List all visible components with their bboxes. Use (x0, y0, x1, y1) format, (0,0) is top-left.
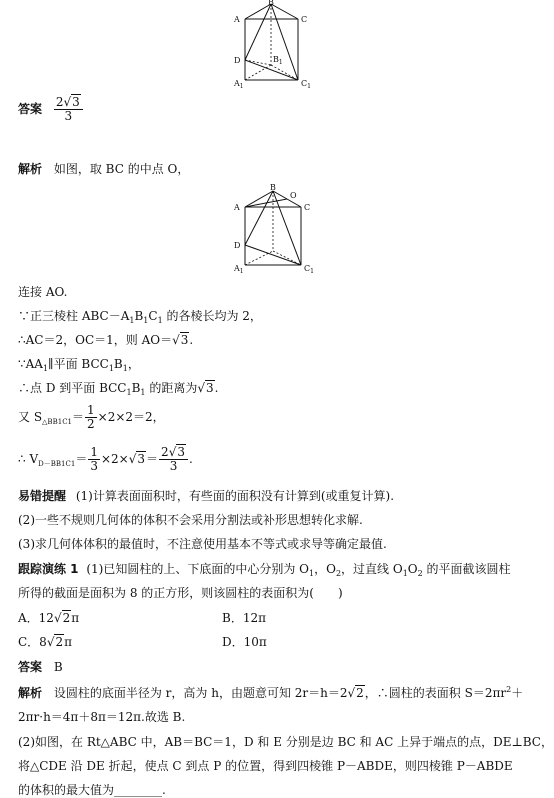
prism-figure-2 (228, 183, 318, 273)
question2-line-1: (2)如图，在 Rt△ABC 中，AB＝BC＝1，D 和 E 分别是边 BC 和 AC 上异于端点的点，DE⊥BC， (18, 735, 553, 749)
analysis-intro: 解析 如图，取 BC 的中点 O， (18, 162, 190, 176)
analysis-line-7: ∴ $V_{D-BB1C1}=$ $\frac{1}{3}$ ×2×√3＝ $\frac{2√3}{3}$ . (18, 445, 193, 473)
analysis-line-2: ∵正三棱柱 $ABC-A_1B_1C_1$ 的各棱长均为 2， (18, 309, 262, 325)
tips-line-2: (2)一些不规则几何体的体积不会采用分割法或补形思想转化求解. (18, 513, 363, 527)
practice-line-1: 跟踪演练 1 (1)已知圆柱的上、下底面的中心分别为 $O_1$，$O_2$，过直线 $O_1O_2$ 的平面截该圆柱 (18, 562, 511, 578)
tips-line-1: 易错提醒 (1)计算表面面积时，有些面的面积没有计算到(或重复计算). (18, 489, 395, 503)
tips-label: 易错提醒 (18, 489, 67, 503)
label-C: C (301, 15, 308, 24)
analysis2-line-1: 解析 设圆柱的底面半径为 r，高为 h，由题意可知 2r＝h＝2√2，∴圆柱的表面积 $S=2\pi r^2+$ (18, 685, 524, 700)
analysis-line-1: 连接 AO. (18, 285, 68, 299)
answer-label: 答案 (18, 102, 43, 116)
option-c: C．8√2π (18, 635, 73, 649)
tips-line-3: (3)求几何体体积的最值时，不注意使用基本不等式或求导等确定最值. (18, 537, 387, 551)
analysis2-line-2: 2πr·h＝4π＋8π＝12π.故选 B. (18, 710, 186, 724)
answer-1 (18, 96, 84, 123)
label2-A: A (234, 203, 240, 212)
answer-fraction: $\frac{2√3}{3}$ (54, 96, 83, 123)
option-a: A．12√2π (18, 611, 80, 625)
label-B1: $B_1$ (273, 55, 283, 66)
question2-line-2: 将△CDE 沿 DE 折起，使点 C 到点 P 的位置，得到四棱锥 P－ABDE，则四棱锥 P－ABDE (18, 759, 513, 773)
analysis-line-6: 又 $S_{\triangle BB1C1}=$ $\frac{1}{2}$ ×2×2＝2， (18, 403, 165, 431)
analysis-label: 解析 (18, 162, 43, 176)
label2-O: O (290, 191, 297, 200)
label-A1: $A_1$ (234, 79, 244, 90)
analysis-line-5: ∴点 D 到平面 $BCC_1B_1$ 的距离为√3. (18, 381, 219, 397)
label2-B: B (270, 183, 276, 192)
label2-D: D (234, 241, 241, 250)
label-B: B (268, 0, 274, 7)
label2-C: C (304, 203, 311, 212)
label-C1: $C_1$ (301, 79, 311, 90)
prism-figure-1 (228, 0, 318, 90)
analysis-line-4: $\because AA_1\parallel$平面 $BCC_1B_1$， (18, 357, 140, 373)
question2-line-3: 的体积的最大值为________. (18, 783, 166, 797)
option-b: B．12π (222, 611, 266, 625)
label2-C1: $C_1$ (304, 264, 314, 273)
practice-line-2: 所得的截面是面积为 8 的正方形，则该圆柱的表面积为( ) (18, 586, 343, 600)
label-A: A (234, 15, 240, 24)
option-d: D．10π (222, 635, 267, 649)
analysis-line-3: ∴AC＝2，OC＝1，则 AO＝√3. (18, 333, 194, 347)
label2-A1: $A_1$ (234, 264, 244, 273)
label-D: D (234, 56, 241, 65)
practice-label: 跟踪演练 1 (18, 562, 79, 576)
answer-2: 答案 B (18, 660, 63, 674)
